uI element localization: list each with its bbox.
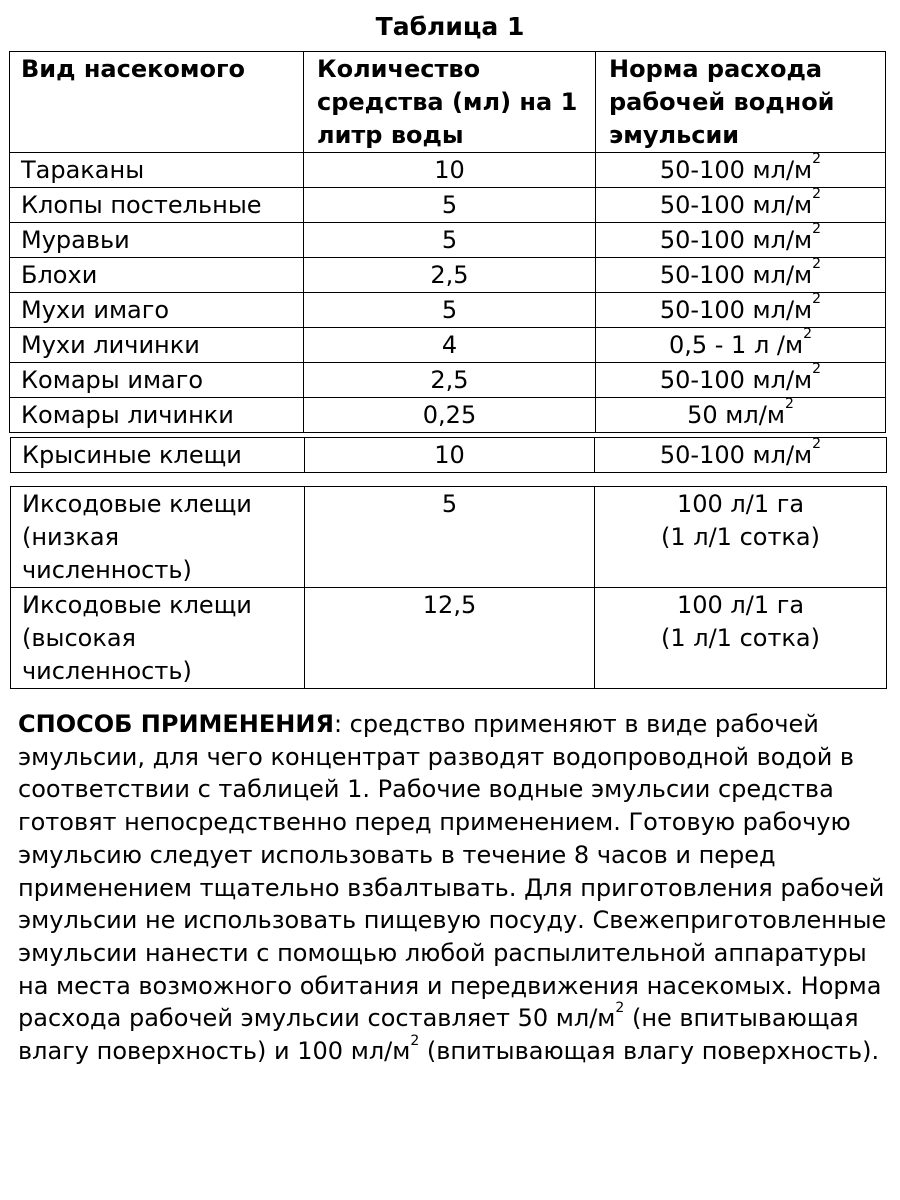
- rate-value: 50-100 $мл/м^2$: [596, 188, 886, 223]
- amount-value: 0,25: [304, 398, 596, 433]
- rate-value: 50-100 $мл/м^2$: [595, 438, 887, 473]
- table-title: Таблица 1: [375, 12, 525, 41]
- amount-value: 10: [305, 438, 595, 473]
- superscript: 2: [410, 1033, 420, 1050]
- insect-name: Крысиные клещи: [11, 438, 305, 473]
- application-method-paragraph: [18, 708, 898, 1068]
- table-row: [10, 188, 886, 223]
- rat-mites-table: [10, 437, 887, 473]
- amount-value: 12,5: [305, 588, 595, 689]
- header-insect-type: Вид насекомого: [10, 52, 304, 153]
- insect-name: Муравьи: [10, 223, 304, 258]
- insect-name: Иксодовые клещи (низкая численность): [11, 487, 305, 588]
- insect-name: Комары личинки: [10, 398, 304, 433]
- method-text: (не впитывающая влагу поверхность) и 100 мл/м: [18, 1004, 859, 1066]
- insect-name: Комары имаго: [10, 363, 304, 398]
- ixodid-ticks-table: [10, 486, 887, 689]
- rate-value: 50-100 $мл/м^2$: [596, 258, 886, 293]
- rate-value: 50-100 $мл/м^2$: [596, 153, 886, 188]
- method-heading: СПОСОБ ПРИМЕНЕНИЯ: [18, 710, 334, 738]
- rate-value: 50 $мл/м^2$: [596, 398, 886, 433]
- insect-name: Клопы постельные: [10, 188, 304, 223]
- rate-value: 50-100 $мл/м^2$: [596, 363, 886, 398]
- insect-name: Блохи: [10, 258, 304, 293]
- rate-value: 50-100 $мл/м^2$: [596, 223, 886, 258]
- rate-value: 100 л/1 га (1 л/1 сотка): [595, 487, 887, 588]
- superscript: 2: [615, 1000, 625, 1017]
- insect-name: Тараканы: [10, 153, 304, 188]
- method-text: : средство применяют в виде рабочей эмульсии, для чего концентрат разводят водопроводной водой в соответствии с таблицей 1. Рабочие водные эмульсии средства готовят непосредственно перед применением. Готовую рабочую эмульсию следует использовать в течение 8 часов и перед применением тщательно взбалтывать. Для приготовления рабочей эмульсии не использовать пищевую посуду. Свежеприготовленные эмульсии нанести с помощью любой распылительной аппаратуры на места возможного обитания и передвижения насекомых. Норма расхода рабочей эмульсии составляет 50 мл/м: [18, 710, 887, 1033]
- table-row: [10, 328, 886, 363]
- amount-value: 2,5: [304, 363, 596, 398]
- table-header-row: [10, 52, 886, 153]
- table-row: [10, 258, 886, 293]
- table-row: [10, 398, 886, 433]
- amount-value: 10: [304, 153, 596, 188]
- rate-value: 0,5 - 1 л $/м^2$: [596, 328, 886, 363]
- amount-value: 5: [304, 223, 596, 258]
- amount-value: 5: [304, 293, 596, 328]
- amount-value: 5: [305, 487, 595, 588]
- table-row: [10, 363, 886, 398]
- method-text: (впитывающая влагу поверхность).: [419, 1037, 880, 1066]
- header-consumption-rate: Норма расхода рабочей водной эмульсии: [596, 52, 886, 153]
- amount-value: 2,5: [304, 258, 596, 293]
- table-row: [11, 588, 887, 689]
- rate-value: 50-100 $мл/м^2$: [596, 293, 886, 328]
- table-row: [11, 487, 887, 588]
- table-row: [11, 438, 887, 473]
- header-amount: Количество средства (мл) на 1 литр воды: [304, 52, 596, 153]
- amount-value: 5: [304, 188, 596, 223]
- insect-name: Мухи личинки: [10, 328, 304, 363]
- table-row: [10, 153, 886, 188]
- dosage-table: [9, 51, 886, 433]
- rate-value: 100 л/1 га (1 л/1 сотка): [595, 588, 887, 689]
- insect-name: Мухи имаго: [10, 293, 304, 328]
- table-row: [10, 293, 886, 328]
- table-row: [10, 223, 886, 258]
- insect-name: Иксодовые клещи (высокая численность): [11, 588, 305, 689]
- amount-value: 4: [304, 328, 596, 363]
